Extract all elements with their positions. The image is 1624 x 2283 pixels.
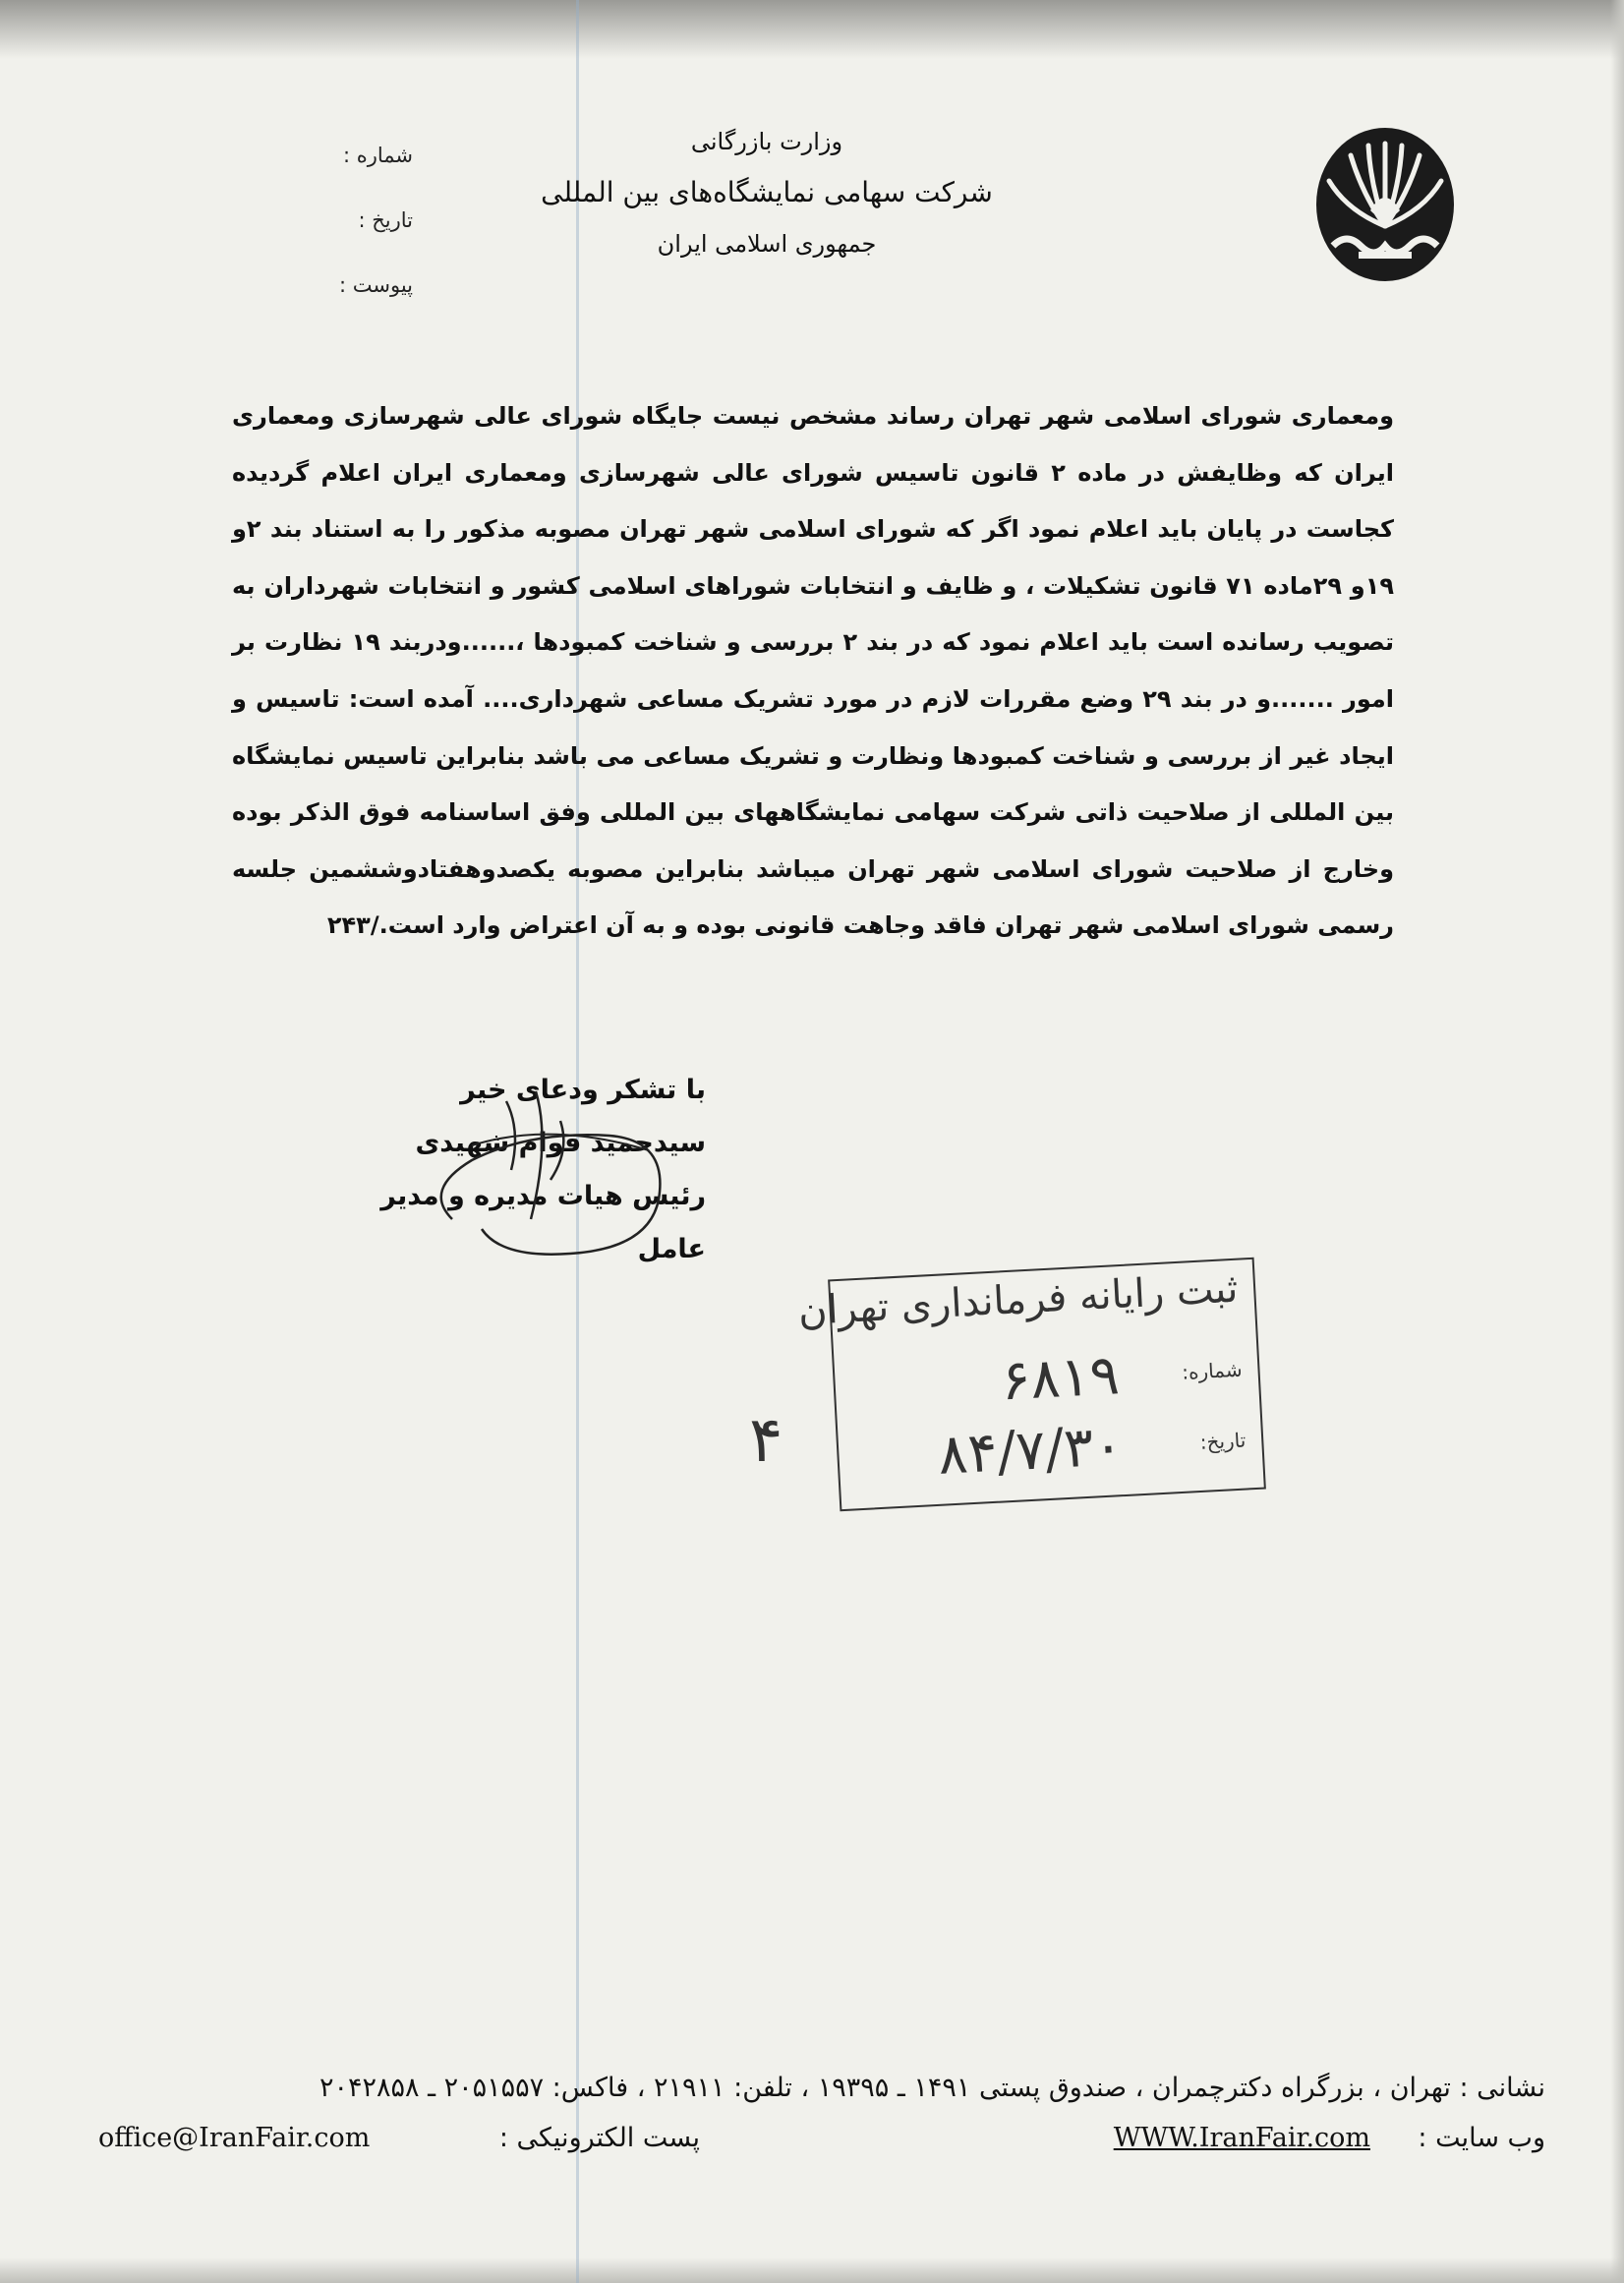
letter-body [232, 388, 1394, 955]
stamp-number-value: ۶۸۱۹ [999, 1343, 1122, 1414]
closing-line: با تشکر ودعای خیر [460, 1075, 706, 1105]
website-label: وب سایت : [1418, 2123, 1545, 2153]
scan-shadow-right [1610, 0, 1624, 2283]
stamp-number-label: شماره: [1181, 1357, 1244, 1384]
country-name: جمهوری اسلامی ایران [657, 230, 877, 258]
attachment-label: پیوست : [339, 273, 413, 297]
stamp-title: ثبت رایانه فرمانداری تهران [796, 1265, 1240, 1335]
handwritten-signature-icon [413, 1062, 708, 1278]
stamp-number-row [847, 1337, 1244, 1422]
letter-footer [98, 2073, 1545, 2170]
email-link[interactable]: office@IranFair.com [98, 2123, 371, 2153]
email-label: پست الکترونیکی : [498, 2123, 700, 2153]
website-link[interactable]: WWW.IranFair.com [1113, 2123, 1370, 2153]
ministry-name: وزارت بازرگانی [690, 128, 843, 155]
stamp-date-value: ۸۴/۷/۳۰ [936, 1414, 1125, 1488]
company-logo-icon [1311, 116, 1459, 283]
date-label: تاریخ : [358, 208, 413, 232]
signer-name: سیدحمید قوام شهیدی [415, 1128, 706, 1158]
letter-meta [256, 123, 413, 318]
scan-shadow-bottom [0, 2257, 1624, 2283]
footer-contact [98, 2123, 1545, 2170]
number-label: شماره : [342, 144, 413, 167]
handwritten-margin-note: ۴ [749, 1404, 783, 1477]
stamp-date-row [851, 1408, 1247, 1493]
footer-address: نشانی : تهران ، بزرگراه دکترچمران ، صندوق پستی ۱۴۹۱ ـ ۱۹۳۹۵ ، تلفن: ۲۱۹۱۱ ، فاکس: ۲۰۵۱۵۵۷ ـ ۲۰۴۲۸۵۸ [319, 2073, 1545, 2103]
letterhead-organization [462, 116, 1072, 269]
body-paragraph: ومعماری شورای اسلامی شهر تهران رساند مشخص نیست جایگاه شورای عالی شهرسازی ومعماری ایران که وظایفش در ماده ۲ قانون تاسیس شورای عالی شهرسازی ومعماری ایران اعلام گردیده کجاست در پایان باید اعلام نمود اگر که شورای اسلامی شهر تهران مصوبه مذکور را به استناد بند ۲و ۱۹و ۲۹ماده ۷۱ قانون تشکیلات ، و ظایف و انتخابات شوراهای اسلامی کشور و انتخابات شهرداران به تصویب رسانده است باید اعلام نمود که در بند ۲ بررسی و شناخت کمبودها ،......ودربند ۱۹ نظارت بر امور .......و در بند ۲۹ وضع مقررات لازم در مورد تشریک مساعی شهرداری.... آمده است: تاسیس و ایجاد غیر از بررسی و شناخت کمبودها ونظارت و تشریک مساعی می باشد بنابراین تاسیس نمایشگاه بین المللی از صلاحیت ذاتی شرکت سهامی نمایشگاههای بین المللی وفق اساسنامه فوق الذکر بوده وخارج از صلاحیت شورای اسلامی شهر تهران میباشد بنابراین مصوبه یکصدوهفتادوششمین جلسه رسمی شورای اسلامی شهر تهران فاقد وجاهت قانونی بوده و به آن اعتراض وارد است./۲۴۳ [232, 402, 1394, 940]
signer-title: رئیس هیات مدیره و مدیر عامل [380, 1181, 706, 1264]
stamp-date-label: تاریخ: [1199, 1428, 1247, 1454]
scan-shadow-top [0, 0, 1624, 59]
registration-stamp [796, 1258, 1266, 1511]
company-name: شرکت سهامی نمایشگاه‌های بین المللی [541, 176, 993, 208]
